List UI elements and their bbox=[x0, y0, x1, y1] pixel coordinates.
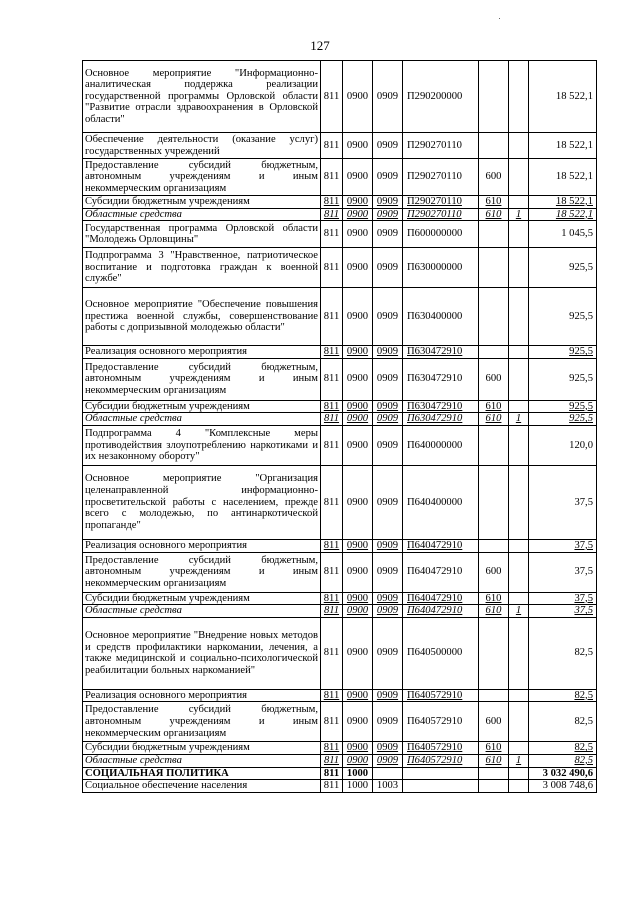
cell-name: Основное мероприятие "Обеспечение повышения престижа военной службы, совершенствование работы с допризывной молодежью области" bbox=[83, 288, 321, 346]
cell-target-article bbox=[403, 780, 479, 793]
table-row bbox=[83, 539, 597, 552]
cell-expense-type: 610 bbox=[479, 413, 509, 426]
cell-subsection: 0909 bbox=[373, 208, 403, 221]
cell-grbs: 811 bbox=[321, 754, 343, 767]
cell-amount: 18 522,1 bbox=[529, 133, 597, 159]
cell-section: 0900 bbox=[343, 592, 373, 605]
cell-subsection: 0909 bbox=[373, 742, 403, 755]
cell-amount: 925,5 bbox=[529, 400, 597, 413]
cell-section: 0900 bbox=[343, 689, 373, 702]
cell-amount: 925,5 bbox=[529, 413, 597, 426]
cell-subsection: 0909 bbox=[373, 413, 403, 426]
cell-target-article: П640400000 bbox=[403, 465, 479, 539]
cell-name: Предоставление субсидий бюджетным, автономным учреждениям и иным некоммерческим организациям bbox=[83, 358, 321, 400]
cell-source bbox=[509, 159, 529, 196]
cell-subsection: 0909 bbox=[373, 702, 403, 742]
cell-amount: 82,5 bbox=[529, 617, 597, 689]
cell-name: Предоставление субсидий бюджетным, автономным учреждениям и иным некоммерческим организациям bbox=[83, 159, 321, 196]
cell-name: Областные средства bbox=[83, 413, 321, 426]
cell-subsection: 0909 bbox=[373, 248, 403, 288]
cell-expense-type bbox=[479, 288, 509, 346]
cell-amount: 82,5 bbox=[529, 689, 597, 702]
cell-section: 0900 bbox=[343, 552, 373, 592]
table-row bbox=[83, 400, 597, 413]
cell-subsection: 0909 bbox=[373, 358, 403, 400]
cell-source bbox=[509, 133, 529, 159]
cell-amount: 82,5 bbox=[529, 754, 597, 767]
cell-source: 1 bbox=[509, 413, 529, 426]
table-row bbox=[83, 413, 597, 426]
table-row bbox=[83, 61, 597, 133]
cell-target-article: П640572910 bbox=[403, 742, 479, 755]
cell-source bbox=[509, 61, 529, 133]
cell-source bbox=[509, 400, 529, 413]
cell-expense-type bbox=[479, 61, 509, 133]
cell-subsection: 0909 bbox=[373, 288, 403, 346]
cell-section: 1000 bbox=[343, 780, 373, 793]
table-row bbox=[83, 617, 597, 689]
cell-grbs: 811 bbox=[321, 552, 343, 592]
cell-grbs: 811 bbox=[321, 133, 343, 159]
cell-expense-type: 610 bbox=[479, 592, 509, 605]
cell-source bbox=[509, 539, 529, 552]
cell-expense-type bbox=[479, 465, 509, 539]
cell-subsection: 0909 bbox=[373, 617, 403, 689]
cell-grbs: 811 bbox=[321, 61, 343, 133]
cell-expense-type: 610 bbox=[479, 754, 509, 767]
cell-section: 0900 bbox=[343, 196, 373, 209]
cell-amount: 925,5 bbox=[529, 358, 597, 400]
cell-target-article: П630472910 bbox=[403, 358, 479, 400]
cell-amount: 37,5 bbox=[529, 592, 597, 605]
cell-grbs: 811 bbox=[321, 159, 343, 196]
cell-source bbox=[509, 196, 529, 209]
cell-expense-type bbox=[479, 133, 509, 159]
table-row bbox=[83, 754, 597, 767]
cell-amount: 37,5 bbox=[529, 552, 597, 592]
cell-section: 0900 bbox=[343, 288, 373, 346]
cell-name: Предоставление субсидий бюджетным, автономным учреждениям и иным некоммерческим организациям bbox=[83, 702, 321, 742]
cell-section: 0900 bbox=[343, 208, 373, 221]
cell-section: 0900 bbox=[343, 539, 373, 552]
cell-subsection: 0909 bbox=[373, 400, 403, 413]
table-row bbox=[83, 196, 597, 209]
cell-expense-type: 610 bbox=[479, 196, 509, 209]
cell-expense-type bbox=[479, 689, 509, 702]
table-row bbox=[83, 605, 597, 618]
cell-amount: 925,5 bbox=[529, 346, 597, 359]
cell-target-article: П640472910 bbox=[403, 539, 479, 552]
cell-grbs: 811 bbox=[321, 605, 343, 618]
cell-amount: 1 045,5 bbox=[529, 221, 597, 248]
cell-grbs: 811 bbox=[321, 702, 343, 742]
cell-subsection: 0909 bbox=[373, 61, 403, 133]
cell-target-article: П640472910 bbox=[403, 552, 479, 592]
cell-grbs: 811 bbox=[321, 196, 343, 209]
cell-amount: 120,0 bbox=[529, 425, 597, 465]
cell-section: 0900 bbox=[343, 465, 373, 539]
cell-target-article: П600000000 bbox=[403, 221, 479, 248]
cell-section: 0900 bbox=[343, 159, 373, 196]
cell-subsection: 0909 bbox=[373, 133, 403, 159]
cell-section: 0900 bbox=[343, 400, 373, 413]
table-row bbox=[83, 702, 597, 742]
cell-expense-type bbox=[479, 425, 509, 465]
cell-grbs: 811 bbox=[321, 208, 343, 221]
cell-target-article: П630472910 bbox=[403, 400, 479, 413]
cell-source bbox=[509, 702, 529, 742]
cell-name: Субсидии бюджетным учреждениям bbox=[83, 742, 321, 755]
cell-expense-type bbox=[479, 780, 509, 793]
cell-grbs: 811 bbox=[321, 346, 343, 359]
cell-amount: 82,5 bbox=[529, 742, 597, 755]
table-row bbox=[83, 592, 597, 605]
cell-subsection: 0909 bbox=[373, 221, 403, 248]
cell-section: 0900 bbox=[343, 248, 373, 288]
cell-expense-type: 610 bbox=[479, 742, 509, 755]
cell-target-article: П640500000 bbox=[403, 617, 479, 689]
cell-grbs: 811 bbox=[321, 742, 343, 755]
cell-amount: 37,5 bbox=[529, 605, 597, 618]
cell-source bbox=[509, 288, 529, 346]
cell-name: Государственная программа Орловской области "Молодежь Орловщины" bbox=[83, 221, 321, 248]
cell-subsection: 0909 bbox=[373, 552, 403, 592]
cell-expense-type: 600 bbox=[479, 159, 509, 196]
cell-name: Социальное обеспечение населения bbox=[83, 780, 321, 793]
table-row bbox=[83, 767, 597, 780]
cell-section: 0900 bbox=[343, 346, 373, 359]
cell-name: Субсидии бюджетным учреждениям bbox=[83, 400, 321, 413]
cell-subsection: 0909 bbox=[373, 539, 403, 552]
table-row bbox=[83, 133, 597, 159]
cell-source bbox=[509, 425, 529, 465]
cell-subsection: 0909 bbox=[373, 196, 403, 209]
cell-source bbox=[509, 248, 529, 288]
cell-target-article: П640472910 bbox=[403, 605, 479, 618]
cell-amount: 18 522,1 bbox=[529, 208, 597, 221]
cell-grbs: 811 bbox=[321, 539, 343, 552]
cell-name: Областные средства bbox=[83, 208, 321, 221]
cell-section: 1000 bbox=[343, 767, 373, 780]
cell-source bbox=[509, 465, 529, 539]
cell-amount: 3 008 748,6 bbox=[529, 780, 597, 793]
cell-expense-type: 610 bbox=[479, 208, 509, 221]
cell-expense-type bbox=[479, 248, 509, 288]
cell-grbs: 811 bbox=[321, 689, 343, 702]
cell-target-article: П630000000 bbox=[403, 248, 479, 288]
cell-source bbox=[509, 780, 529, 793]
cell-target-article: П290270110 bbox=[403, 208, 479, 221]
cell-section: 0900 bbox=[343, 754, 373, 767]
cell-target-article: П630400000 bbox=[403, 288, 479, 346]
cell-subsection: 1003 bbox=[373, 780, 403, 793]
cell-target-article bbox=[403, 767, 479, 780]
cell-source bbox=[509, 221, 529, 248]
cell-target-article: П630472910 bbox=[403, 346, 479, 359]
cell-subsection: 0909 bbox=[373, 465, 403, 539]
table-row bbox=[83, 742, 597, 755]
cell-target-article: П640000000 bbox=[403, 425, 479, 465]
cell-source bbox=[509, 689, 529, 702]
cell-section: 0900 bbox=[343, 413, 373, 426]
cell-grbs: 811 bbox=[321, 288, 343, 346]
table-row bbox=[83, 159, 597, 196]
table-row bbox=[83, 358, 597, 400]
cell-subsection: 0909 bbox=[373, 689, 403, 702]
cell-target-article: П290270110 bbox=[403, 159, 479, 196]
cell-grbs: 811 bbox=[321, 780, 343, 793]
cell-amount: 18 522,1 bbox=[529, 61, 597, 133]
cell-name: Основное мероприятие "Внедрение новых методов и средств профилактики наркомании, лечения, а также медицинской и социально-психологической реабилитации больных наркоманией" bbox=[83, 617, 321, 689]
cell-section: 0900 bbox=[343, 617, 373, 689]
budget-table bbox=[82, 60, 597, 793]
cell-grbs: 811 bbox=[321, 400, 343, 413]
cell-name: Субсидии бюджетным учреждениям bbox=[83, 592, 321, 605]
cell-expense-type: 600 bbox=[479, 702, 509, 742]
cell-section: 0900 bbox=[343, 425, 373, 465]
cell-source: 1 bbox=[509, 754, 529, 767]
cell-grbs: 811 bbox=[321, 767, 343, 780]
cell-expense-type: 600 bbox=[479, 552, 509, 592]
cell-source bbox=[509, 767, 529, 780]
cell-amount: 82,5 bbox=[529, 702, 597, 742]
cell-source: 1 bbox=[509, 208, 529, 221]
cell-amount: 18 522,1 bbox=[529, 159, 597, 196]
cell-amount: 3 032 490,6 bbox=[529, 767, 597, 780]
cell-name: Реализация основного мероприятия bbox=[83, 539, 321, 552]
cell-subsection: 0909 bbox=[373, 425, 403, 465]
table-row bbox=[83, 346, 597, 359]
cell-expense-type bbox=[479, 221, 509, 248]
cell-source: 1 bbox=[509, 605, 529, 618]
cell-name: Областные средства bbox=[83, 754, 321, 767]
cell-name: Реализация основного мероприятия bbox=[83, 689, 321, 702]
cell-expense-type bbox=[479, 617, 509, 689]
cell-target-article: П640472910 bbox=[403, 592, 479, 605]
cell-subsection: 0909 bbox=[373, 346, 403, 359]
cell-name: СОЦИАЛЬНАЯ ПОЛИТИКА bbox=[83, 767, 321, 780]
cell-section: 0900 bbox=[343, 221, 373, 248]
cell-target-article: П290200000 bbox=[403, 61, 479, 133]
cell-expense-type bbox=[479, 539, 509, 552]
cell-source bbox=[509, 617, 529, 689]
cell-name: Подпрограмма 4 "Комплексные меры противодействия злоупотреблению наркотиками и их незаконному обороту" bbox=[83, 425, 321, 465]
cell-name: Подпрограмма 3 "Нравственное, патриотическое воспитание и подготовка граждан к военной службе" bbox=[83, 248, 321, 288]
cell-section: 0900 bbox=[343, 605, 373, 618]
table-row bbox=[83, 689, 597, 702]
table-row bbox=[83, 465, 597, 539]
cell-section: 0900 bbox=[343, 702, 373, 742]
cell-grbs: 811 bbox=[321, 413, 343, 426]
page-number: 127 bbox=[310, 38, 330, 53]
cell-expense-type: 610 bbox=[479, 400, 509, 413]
cell-subsection: 0909 bbox=[373, 159, 403, 196]
table-row bbox=[83, 221, 597, 248]
cell-source bbox=[509, 552, 529, 592]
cell-expense-type bbox=[479, 767, 509, 780]
cell-section: 0900 bbox=[343, 358, 373, 400]
cell-source bbox=[509, 346, 529, 359]
cell-grbs: 811 bbox=[321, 465, 343, 539]
cell-grbs: 811 bbox=[321, 425, 343, 465]
cell-amount: 37,5 bbox=[529, 465, 597, 539]
cell-name: Реализация основного мероприятия bbox=[83, 346, 321, 359]
cell-subsection: 0909 bbox=[373, 754, 403, 767]
cell-expense-type: 600 bbox=[479, 358, 509, 400]
cell-grbs: 811 bbox=[321, 592, 343, 605]
cell-section: 0900 bbox=[343, 742, 373, 755]
cell-amount: 18 522,1 bbox=[529, 196, 597, 209]
cell-expense-type bbox=[479, 346, 509, 359]
cell-amount: 925,5 bbox=[529, 248, 597, 288]
cell-name: Основное мероприятие "Организация целенаправленной информационно-просветительской работы с населением, прежде всего с молодежью, по антинаркотической пропаганде" bbox=[83, 465, 321, 539]
table-row bbox=[83, 425, 597, 465]
cell-name: Обеспечение деятельности (оказание услуг) государственных учреждений bbox=[83, 133, 321, 159]
cell-name: Субсидии бюджетным учреждениям bbox=[83, 196, 321, 209]
table-row bbox=[83, 552, 597, 592]
cell-grbs: 811 bbox=[321, 358, 343, 400]
cell-target-article: П290270110 bbox=[403, 196, 479, 209]
cell-grbs: 811 bbox=[321, 248, 343, 288]
cell-target-article: П640572910 bbox=[403, 754, 479, 767]
cell-source bbox=[509, 742, 529, 755]
cell-target-article: П290270110 bbox=[403, 133, 479, 159]
cell-subsection bbox=[373, 767, 403, 780]
cell-grbs: 811 bbox=[321, 221, 343, 248]
cell-name: Областные средства bbox=[83, 605, 321, 618]
cell-grbs: 811 bbox=[321, 617, 343, 689]
cell-section: 0900 bbox=[343, 133, 373, 159]
cell-subsection: 0909 bbox=[373, 605, 403, 618]
cell-name: Основное мероприятие "Информационно-аналитическая поддержка реализации государственной программы Орловской области "Развитие отрасли здравоохранения в Орловской области" bbox=[83, 61, 321, 133]
cell-amount: 37,5 bbox=[529, 539, 597, 552]
scan-speck bbox=[499, 18, 500, 19]
table-row bbox=[83, 208, 597, 221]
cell-expense-type: 610 bbox=[479, 605, 509, 618]
cell-amount: 925,5 bbox=[529, 288, 597, 346]
cell-target-article: П640572910 bbox=[403, 689, 479, 702]
cell-target-article: П640572910 bbox=[403, 702, 479, 742]
cell-subsection: 0909 bbox=[373, 592, 403, 605]
table-row bbox=[83, 288, 597, 346]
table-row bbox=[83, 780, 597, 793]
cell-name: Предоставление субсидий бюджетным, автономным учреждениям и иным некоммерческим организациям bbox=[83, 552, 321, 592]
cell-source bbox=[509, 592, 529, 605]
cell-section: 0900 bbox=[343, 61, 373, 133]
cell-source bbox=[509, 358, 529, 400]
cell-target-article: П630472910 bbox=[403, 413, 479, 426]
table-row bbox=[83, 248, 597, 288]
